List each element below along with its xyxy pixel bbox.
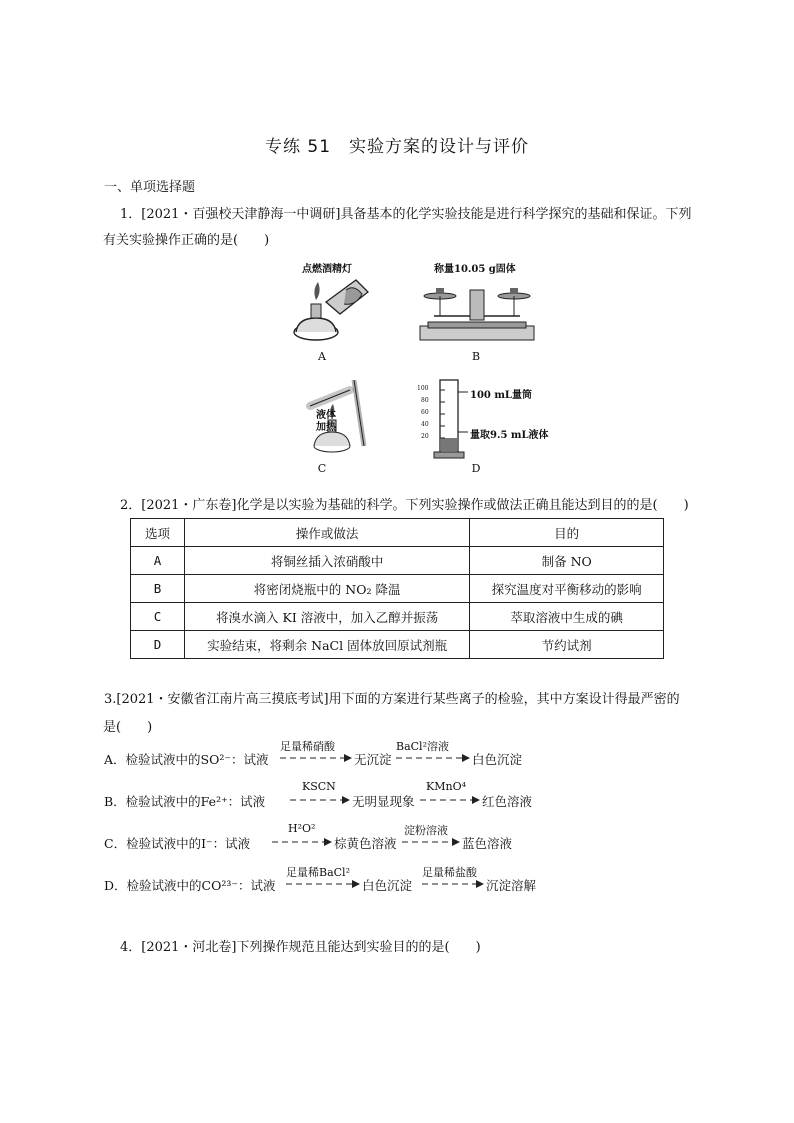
option-b-prefix: B．检验试液中的Fe²⁺：试液 (104, 794, 266, 809)
figure-a-label: A (318, 350, 326, 363)
question-1-stem-line-2: 有关实验操作正确的是( ) (103, 233, 270, 248)
table-header-row (131, 519, 664, 547)
option-d-result-1: 白色沉淀 (362, 878, 413, 893)
row-b-operation: 将密闭烧瓶中的 NO₂ 降温 (184, 575, 469, 603)
figure-c-label: C (317, 462, 327, 475)
page-title: 专练 51 实验方案的设计与评价 (264, 137, 530, 157)
cylinder-tick-100: 100 (417, 385, 429, 392)
row-a-purpose: 制备 NO (470, 547, 664, 575)
row-c-operation: 将溴水滴入 KI 溶液中，加入乙醇并振荡 (184, 603, 469, 631)
table-row (131, 603, 664, 631)
question-2-table (130, 518, 664, 659)
option-d-arrow-1 (286, 878, 360, 890)
option-a-result-1: 无沉淀 (354, 752, 392, 767)
option-c-result-2: 蓝色溶液 (462, 836, 513, 851)
header-operation: 操作或做法 (184, 519, 469, 547)
option-c-arrow-1 (272, 836, 332, 848)
header-option: 选项 (131, 519, 185, 547)
option-d-prefix: D．检验试液中的CO²³⁻：试液 (104, 878, 276, 893)
row-c-option: C (131, 603, 185, 631)
figure-d-label: D (471, 462, 481, 475)
figure-b-balance (414, 276, 540, 348)
figure-d-graduated-cylinder (430, 376, 470, 460)
table-row (131, 547, 664, 575)
option-b-arrow-1 (290, 794, 350, 806)
cylinder-tick-20: 20 (421, 433, 429, 440)
option-d-arrow-2 (422, 878, 484, 890)
row-c-purpose: 萃取溶液中生成的碘 (470, 603, 664, 631)
table-row (131, 631, 664, 659)
option-a-arrow-2 (396, 752, 470, 764)
header-purpose: 目的 (470, 519, 664, 547)
option-d-reagent-1: 足量稀BaCl² (286, 866, 350, 879)
option-b-reagent-1: KSCN (302, 780, 336, 793)
cylinder-tick-60: 60 (421, 409, 429, 416)
option-c-reagent-1: H²O² (288, 822, 316, 835)
question-3-stem-line-2: 是( ) (103, 720, 153, 735)
option-b-arrow-2 (420, 794, 480, 806)
option-b-result-1: 无明显现象 (352, 794, 415, 809)
option-a-arrow-1 (280, 752, 352, 764)
table-row (131, 575, 664, 603)
figure-b-caption: 称量10.05 g固体 (434, 264, 516, 275)
row-a-operation: 将铜丝插入浓硝酸中 (184, 547, 469, 575)
figure-c-caption-liquid: 液体 (316, 410, 336, 421)
question-1-figures (280, 258, 549, 480)
option-c-reagent-2: 淀粉溶液 (404, 824, 448, 837)
option-b-reagent-2: KMnO⁴ (426, 780, 466, 793)
option-c-result-1: 棕黄色溶液 (334, 836, 397, 851)
option-d-result-2: 沉淀溶解 (486, 878, 537, 893)
option-a-reagent-2: BaCl²溶液 (396, 740, 449, 753)
option-a-reagent-1: 足量稀硝酸 (280, 740, 335, 753)
section-heading: 一、单项选择题 (104, 180, 196, 195)
option-d-reagent-2: 足量稀盐酸 (422, 866, 477, 879)
row-d-operation: 实验结束，将剩余 NaCl 固体放回原试剂瓶 (184, 631, 469, 659)
figure-a-alcohol-lamp (286, 274, 376, 346)
option-b-result-2: 红色溶液 (482, 794, 533, 809)
option-a-prefix: A．检验试液中的SO²⁻：试液 (104, 752, 269, 767)
row-b-option: B (131, 575, 185, 603)
figure-c-caption-heating: 加热 (316, 422, 336, 433)
option-c-prefix: C．检验试液中的I⁻：试液 (104, 836, 251, 851)
option-c-arrow-2 (402, 836, 460, 848)
row-a-option: A (131, 547, 185, 575)
question-3-stem-line-1: 3.[2021・安徽省江南片高三摸底考试]用下面的方案进行某些离子的检验，其中方案设计得最严密的 (104, 692, 680, 707)
option-a-result-2: 白色沉淀 (472, 752, 523, 767)
figure-a-caption: 点燃酒精灯 (302, 264, 352, 275)
cylinder-tick-40: 40 (421, 421, 429, 428)
row-d-purpose: 节约试剂 (470, 631, 664, 659)
figure-d-caption-cylinder: 100 mL量筒 (470, 390, 532, 401)
question-2-stem: 2．[2021・广东卷]化学是以实验为基础的科学。下列实验操作或做法正确且能达到目的的是( ) (120, 498, 689, 513)
figure-d-caption-measure: 量取9.5 mL液体 (470, 430, 549, 441)
question-4-stem: 4．[2021・河北卷]下列操作规范且能达到实验目的的是( ) (120, 940, 481, 955)
cylinder-tick-80: 80 (421, 397, 429, 404)
row-b-purpose: 探究温度对平衡移动的影响 (470, 575, 664, 603)
figure-b-label: B (471, 350, 481, 363)
question-1-stem-line-1: 1．[2021・百强校天津静海一中调研]具备基本的化学实验技能是进行科学探究的基础和保证。下列 (120, 207, 692, 222)
row-d-option: D (131, 631, 185, 659)
